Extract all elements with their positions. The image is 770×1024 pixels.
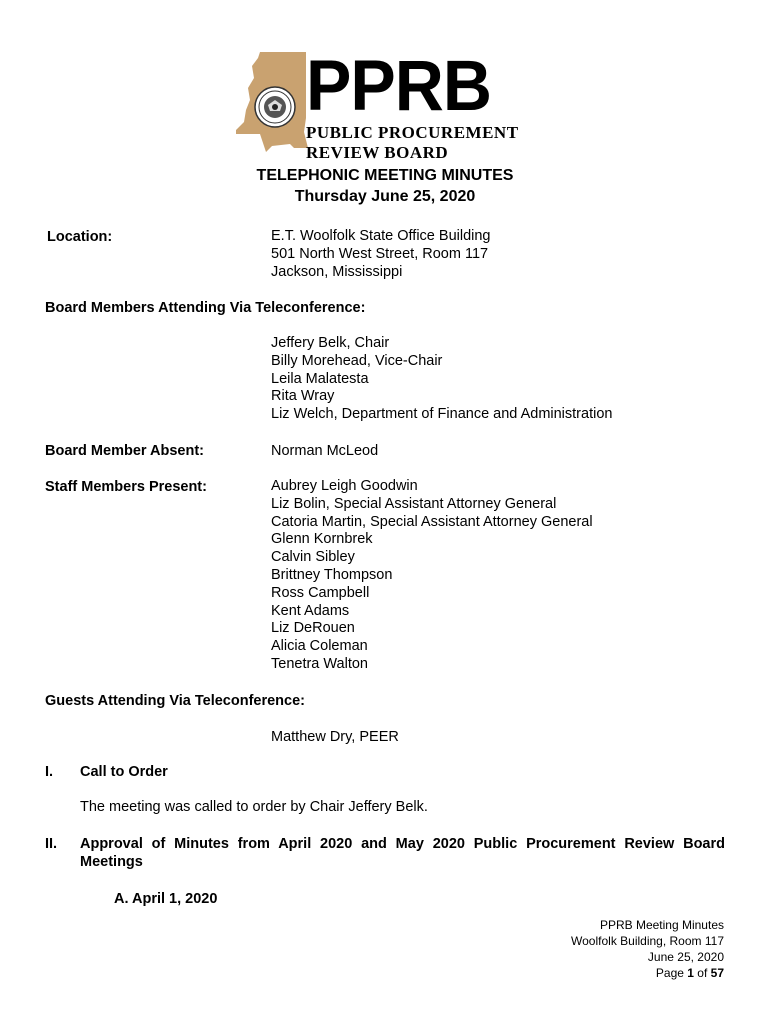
board-absent-label: Board Member Absent: <box>45 443 204 459</box>
board-attending-list <box>271 335 612 424</box>
list-item: Ross Campbell <box>271 584 370 601</box>
list-item: Rita Wray <box>271 388 335 405</box>
list-item: Liz Welch, Department of Finance and Administration <box>271 406 613 423</box>
page-number: Page 1 of 57 <box>655 966 724 980</box>
list-item: Brittney Thompson <box>271 566 393 583</box>
guests-label: Guests Attending Via Teleconference: <box>45 693 305 709</box>
section-number: II. <box>45 836 58 852</box>
list-item: Jeffery Belk, Chair <box>271 335 390 351</box>
list-item: Alicia Coleman <box>271 638 368 655</box>
footer-line: June 25, 2020 <box>647 950 724 964</box>
list-item: Leila Malatesta <box>271 370 369 387</box>
section-number: I. <box>45 764 54 780</box>
footer-line: Woolfolk Building, Room 117 <box>571 934 724 948</box>
list-item: Liz Bolin, Special Assistant Attorney General <box>271 495 557 512</box>
total-pages: 57 <box>710 966 724 980</box>
list-item: Glenn Kornbrek <box>271 531 373 548</box>
current-page: 1 <box>687 966 694 980</box>
board-attending-label: Board Members Attending Via Teleconference: <box>45 300 366 316</box>
list-item: Catoria Martin, Special Assistant Attorney General <box>271 513 593 530</box>
logo-wordmark: PPRB <box>306 45 491 126</box>
mississippi-state-seal-icon <box>254 86 296 128</box>
address-line: E.T. Woolfolk State Office Building <box>271 228 491 244</box>
section-paragraph: The meeting was called to order by Chair Jeffery Belk. <box>80 799 428 815</box>
meeting-date: Thursday June 25, 2020 <box>294 188 476 205</box>
logo-subtitle-line2: REVIEW BOARD <box>306 143 449 162</box>
list-item: Calvin Sibley <box>271 549 355 566</box>
address-line: 501 North West Street, Room 117 <box>271 245 489 262</box>
guests-value: Matthew Dry, PEER <box>271 729 399 745</box>
subsection-heading: A. April 1, 2020 <box>114 891 218 907</box>
address-line: Jackson, Mississippi <box>271 263 403 280</box>
section-title: Approval of Minutes from April 2020 and May 2020 Public Procurement Review Board Meetings <box>80 836 725 870</box>
section-title: Call to Order <box>80 764 168 780</box>
page-footer <box>571 917 724 981</box>
footer-line: PPRB Meeting Minutes <box>599 918 724 932</box>
document-title: TELEPHONIC MEETING MINUTES <box>256 167 514 184</box>
list-item: Tenetra Walton <box>271 655 368 672</box>
board-absent-value: Norman McLeod <box>271 443 379 459</box>
list-item: Aubrey Leigh Goodwin <box>271 478 418 494</box>
location-address <box>271 228 491 281</box>
staff-list <box>271 478 593 674</box>
list-item: Kent Adams <box>271 602 350 619</box>
logo-subtitle-line1: PUBLIC PROCUREMENT <box>306 123 519 142</box>
list-item: Billy Morehead, Vice-Chair <box>271 352 443 369</box>
location-label: Location: <box>47 229 113 245</box>
list-item: Liz DeRouen <box>271 620 355 637</box>
staff-label: Staff Members Present: <box>45 479 207 495</box>
